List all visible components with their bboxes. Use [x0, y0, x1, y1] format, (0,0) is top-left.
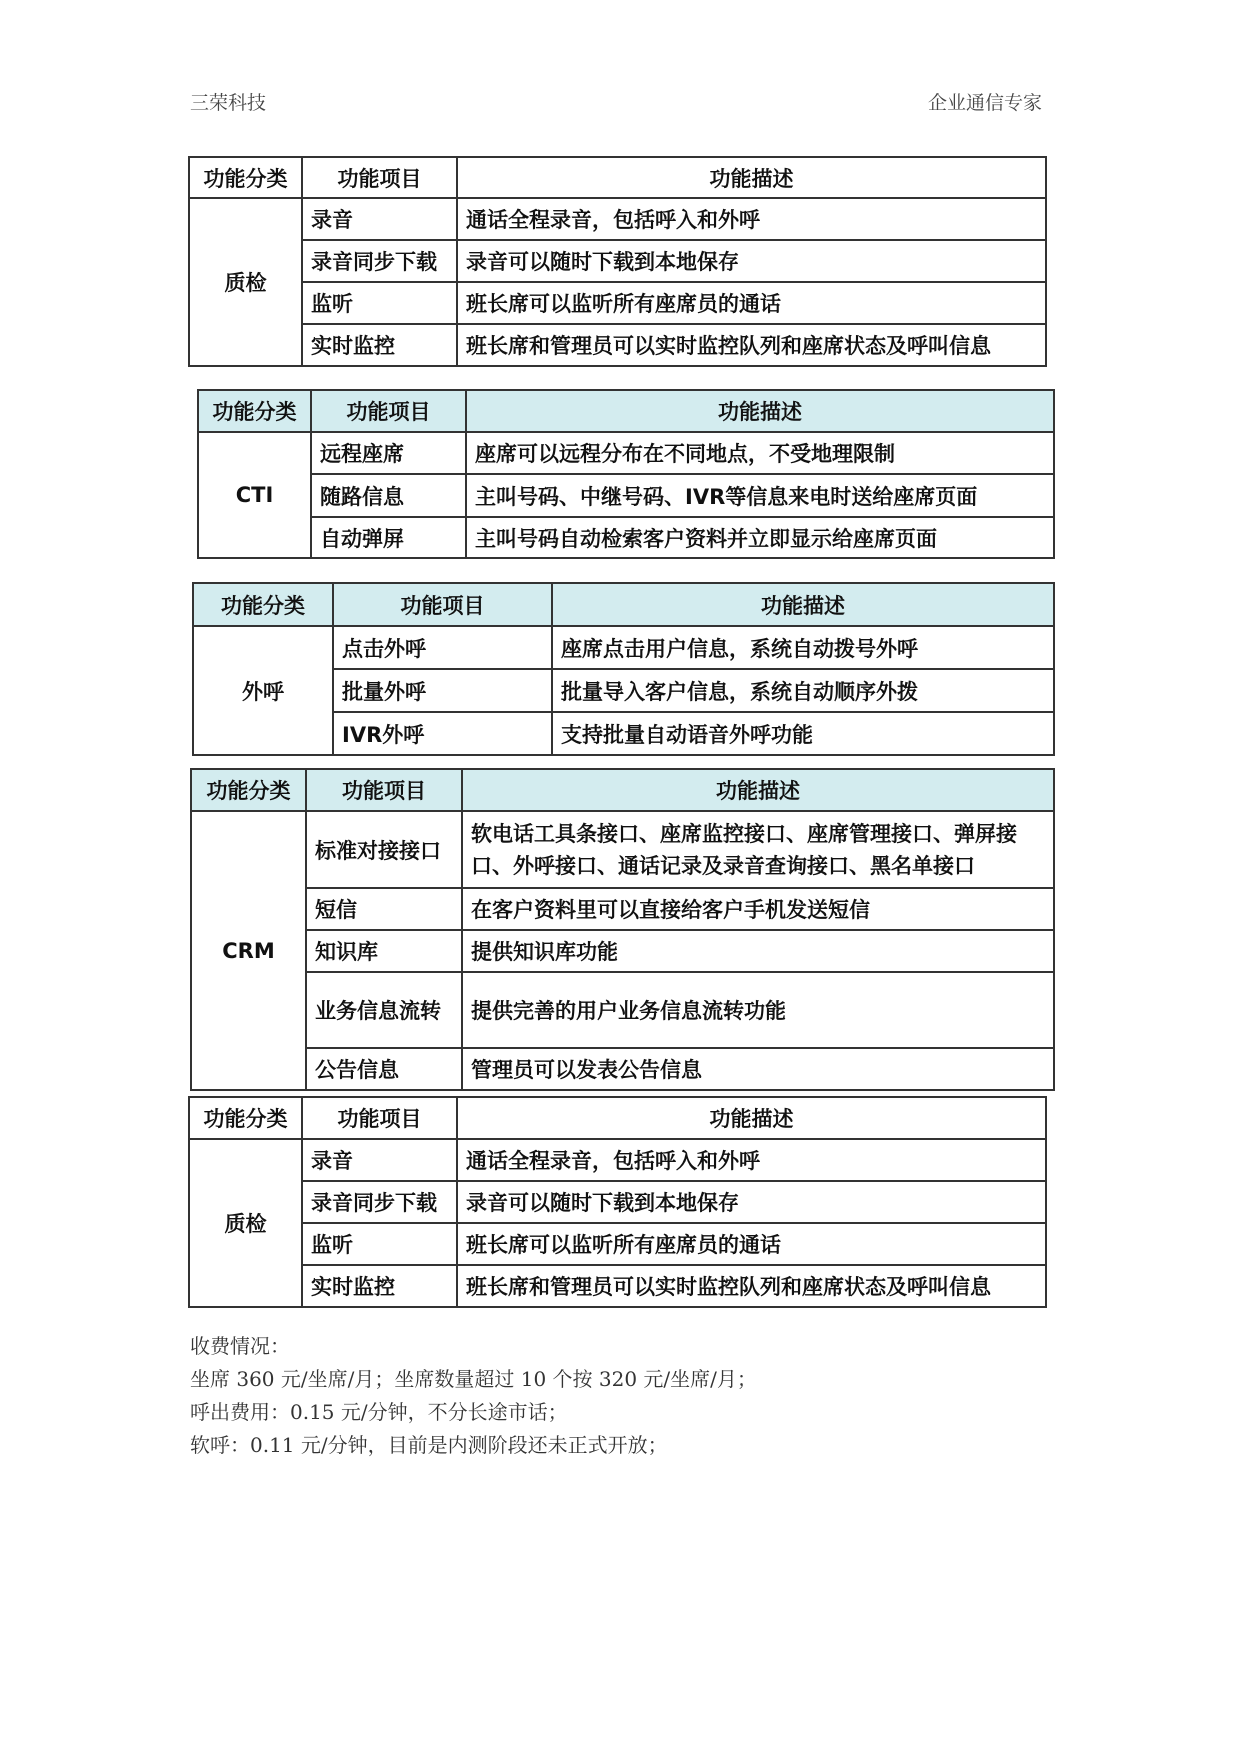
col-header-item: 功能项目	[302, 157, 457, 198]
description-cell: 班长席可以监听所有座席员的通话	[457, 282, 1046, 324]
feature-table-quality-repeat	[188, 1096, 1047, 1308]
description-cell: 在客户资料里可以直接给客户手机发送短信	[462, 888, 1054, 930]
col-header-description: 功能描述	[457, 157, 1046, 198]
header-slogan: 企业通信专家	[928, 92, 1043, 114]
feature-table-outbound	[192, 582, 1055, 756]
description-cell: 提供完善的用户业务信息流转功能	[462, 972, 1054, 1048]
description-cell: 班长席和管理员可以实时监控队列和座席状态及呼叫信息	[457, 1265, 1046, 1307]
description-cell: 录音可以随时下载到本地保存	[457, 1181, 1046, 1223]
description-cell: 座席可以远程分布在不同地点，不受地理限制	[466, 432, 1054, 474]
item-cell: 录音	[302, 1139, 457, 1181]
col-header-description: 功能描述	[462, 769, 1054, 811]
item-cell: 知识库	[306, 930, 462, 972]
fees-title: 收费情况：	[190, 1334, 290, 1358]
description-cell: 录音可以随时下载到本地保存	[457, 240, 1046, 282]
category-cell: CRM	[191, 811, 306, 1090]
item-cell: 实时监控	[302, 324, 457, 366]
col-header-category: 功能分类	[198, 390, 311, 432]
col-header-item: 功能项目	[306, 769, 462, 811]
col-header-item: 功能项目	[333, 583, 552, 626]
fees-line-outbound: 呼出费用：0.15 元/分钟，不分长途市话；	[190, 1400, 568, 1424]
col-header-description: 功能描述	[552, 583, 1054, 626]
category-cell: CTI	[198, 432, 311, 558]
item-cell: 远程座席	[311, 432, 466, 474]
item-cell: 录音同步下载	[302, 1181, 457, 1223]
item-cell: 批量外呼	[333, 669, 552, 712]
fees-line-softcall: 软呼：0.11 元/分钟，目前是内测阶段还未正式开放；	[190, 1433, 668, 1457]
col-header-category: 功能分类	[189, 1097, 302, 1139]
fees-line-seat: 坐席 360 元/坐席/月；坐席数量超过 10 个按 320 元/坐席/月；	[190, 1367, 757, 1391]
feature-table-quality	[188, 156, 1047, 367]
description-cell: 管理员可以发表公告信息	[462, 1048, 1054, 1090]
col-header-description: 功能描述	[466, 390, 1054, 432]
col-header-category: 功能分类	[193, 583, 333, 626]
description-cell: 批量导入客户信息，系统自动顺序外拨	[552, 669, 1054, 712]
item-cell: 随路信息	[311, 474, 466, 517]
item-cell: 录音	[302, 198, 457, 240]
description-cell: 主叫号码自动检索客户资料并立即显示给座席页面	[466, 517, 1054, 558]
fees-section	[190, 1330, 757, 1462]
item-cell: 标准对接接口	[306, 811, 462, 888]
description-cell: 主叫号码、中继号码、IVR等信息来电时送给座席页面	[466, 474, 1054, 517]
col-header-description: 功能描述	[457, 1097, 1046, 1139]
item-cell: 录音同步下载	[302, 240, 457, 282]
description-cell: 班长席可以监听所有座席员的通话	[457, 1223, 1046, 1265]
description-cell: 软电话工具条接口、座席监控接口、座席管理接口、弹屏接口、外呼接口、通话记录及录音查询接口、黑名单接口	[462, 811, 1054, 888]
feature-table-cti	[197, 389, 1055, 559]
col-header-category: 功能分类	[191, 769, 306, 811]
category-cell: 质检	[189, 1139, 302, 1307]
item-cell: IVR外呼	[333, 712, 552, 755]
item-cell: 实时监控	[302, 1265, 457, 1307]
feature-table-crm	[190, 768, 1055, 1091]
description-cell: 班长席和管理员可以实时监控队列和座席状态及呼叫信息	[457, 324, 1046, 366]
description-cell: 座席点击用户信息，系统自动拨号外呼	[552, 626, 1054, 669]
item-cell: 点击外呼	[333, 626, 552, 669]
description-cell: 提供知识库功能	[462, 930, 1054, 972]
category-cell: 质检	[189, 198, 302, 366]
description-cell: 支持批量自动语音外呼功能	[552, 712, 1054, 755]
item-cell: 监听	[302, 1223, 457, 1265]
category-cell: 外呼	[193, 626, 333, 755]
description-cell: 通话全程录音，包括呼入和外呼	[457, 1139, 1046, 1181]
item-cell: 自动弹屏	[311, 517, 466, 558]
item-cell: 监听	[302, 282, 457, 324]
col-header-item: 功能项目	[311, 390, 466, 432]
item-cell: 短信	[306, 888, 462, 930]
col-header-category: 功能分类	[189, 157, 302, 198]
item-cell: 业务信息流转	[306, 972, 462, 1048]
col-header-item: 功能项目	[302, 1097, 457, 1139]
description-cell: 通话全程录音，包括呼入和外呼	[457, 198, 1046, 240]
header-company: 三荣科技	[190, 92, 267, 114]
item-cell: 公告信息	[306, 1048, 462, 1090]
